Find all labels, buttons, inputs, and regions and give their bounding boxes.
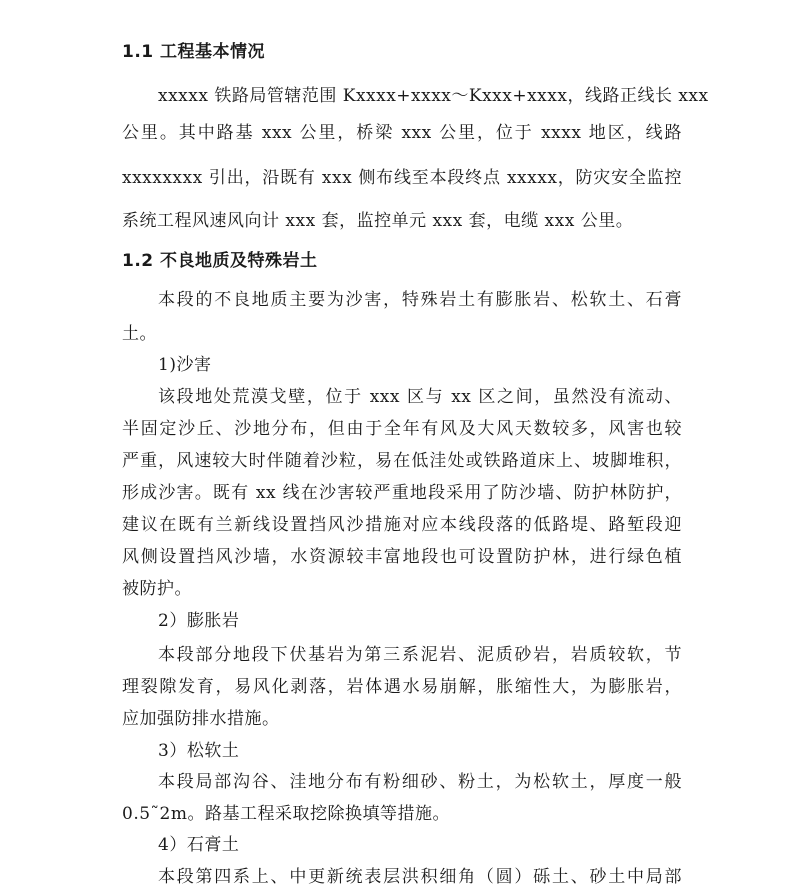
subsection-heading: 3）松软土 <box>158 741 240 761</box>
paragraph-line: 该段地处荒漠戈壁，位于 xxx 区与 xx 区之间，虽然没有流动、 <box>158 387 682 407</box>
subsection-heading: 1)沙害 <box>158 355 212 375</box>
paragraph-line: 本段部分地段下伏基岩为第三系泥岩、泥质砂岩，岩质较软，节 <box>158 645 682 665</box>
paragraph-line: 被防护。 <box>122 579 192 599</box>
subsection-heading: 4）石膏土 <box>158 835 240 855</box>
paragraph-line: 土。 <box>122 324 157 344</box>
paragraph-line: 本段局部沟谷、洼地分布有粉细砂、粉土，为松软土，厚度一般 <box>158 772 682 792</box>
paragraph-line: xxxxxxxx 引出，沿既有 xxx 侧布线至本段终点 xxxxx，防灾安全监控 <box>122 168 682 188</box>
paragraph-line: 系统工程风速风向计 xxx 套，监控单元 xxx 套，电缆 xxx 公里。 <box>122 211 634 231</box>
paragraph-line: xxxxx 铁路局管辖范围 Kxxxx+xxxx～Kxxx+xxxx，线路正线长 xxx <box>158 86 709 106</box>
paragraph-line: 本段第四系上、中更新统表层洪积细角（圆）砾土、砂土中局部 <box>158 867 682 887</box>
paragraph-line: 严重，风速较大时伴随着沙粒，易在低洼处或铁路道床上、坡脚堆积， <box>122 451 682 471</box>
paragraph-line: 0.5˜2m。路基工程采取挖除换填等措施。 <box>122 804 450 824</box>
section-1-1-heading: 1.1 工程基本情况 <box>122 42 266 62</box>
subsection-heading: 2）膨胀岩 <box>158 611 240 631</box>
paragraph-line: 半固定沙丘、沙地分布，但由于全年有风及大风天数较多，风害也较 <box>122 419 682 439</box>
paragraph-line: 本段的不良地质主要为沙害，特殊岩土有膨胀岩、松软土、石膏 <box>158 290 682 310</box>
paragraph-line: 建议在既有兰新线设置挡风沙措施对应本线段落的低路堤、路堑段迎 <box>122 515 682 535</box>
paragraph-line: 公里。其中路基 xxx 公里，桥梁 xxx 公里，位于 xxxx 地区，线路 <box>122 123 682 143</box>
paragraph-line: 风侧设置挡风沙墙，水资源较丰富地段也可设置防护林，进行绿色植 <box>122 547 682 567</box>
paragraph-line: 形成沙害。既有 xx 线在沙害较严重地段采用了防沙墙、防护林防护， <box>122 483 682 503</box>
paragraph-line: 理裂隙发育，易风化剥落，岩体遇水易崩解，胀缩性大，为膨胀岩， <box>122 677 682 697</box>
section-1-2-heading: 1.2 不良地质及特殊岩土 <box>122 251 318 271</box>
paragraph-line: 应加强防排水措施。 <box>122 709 280 729</box>
